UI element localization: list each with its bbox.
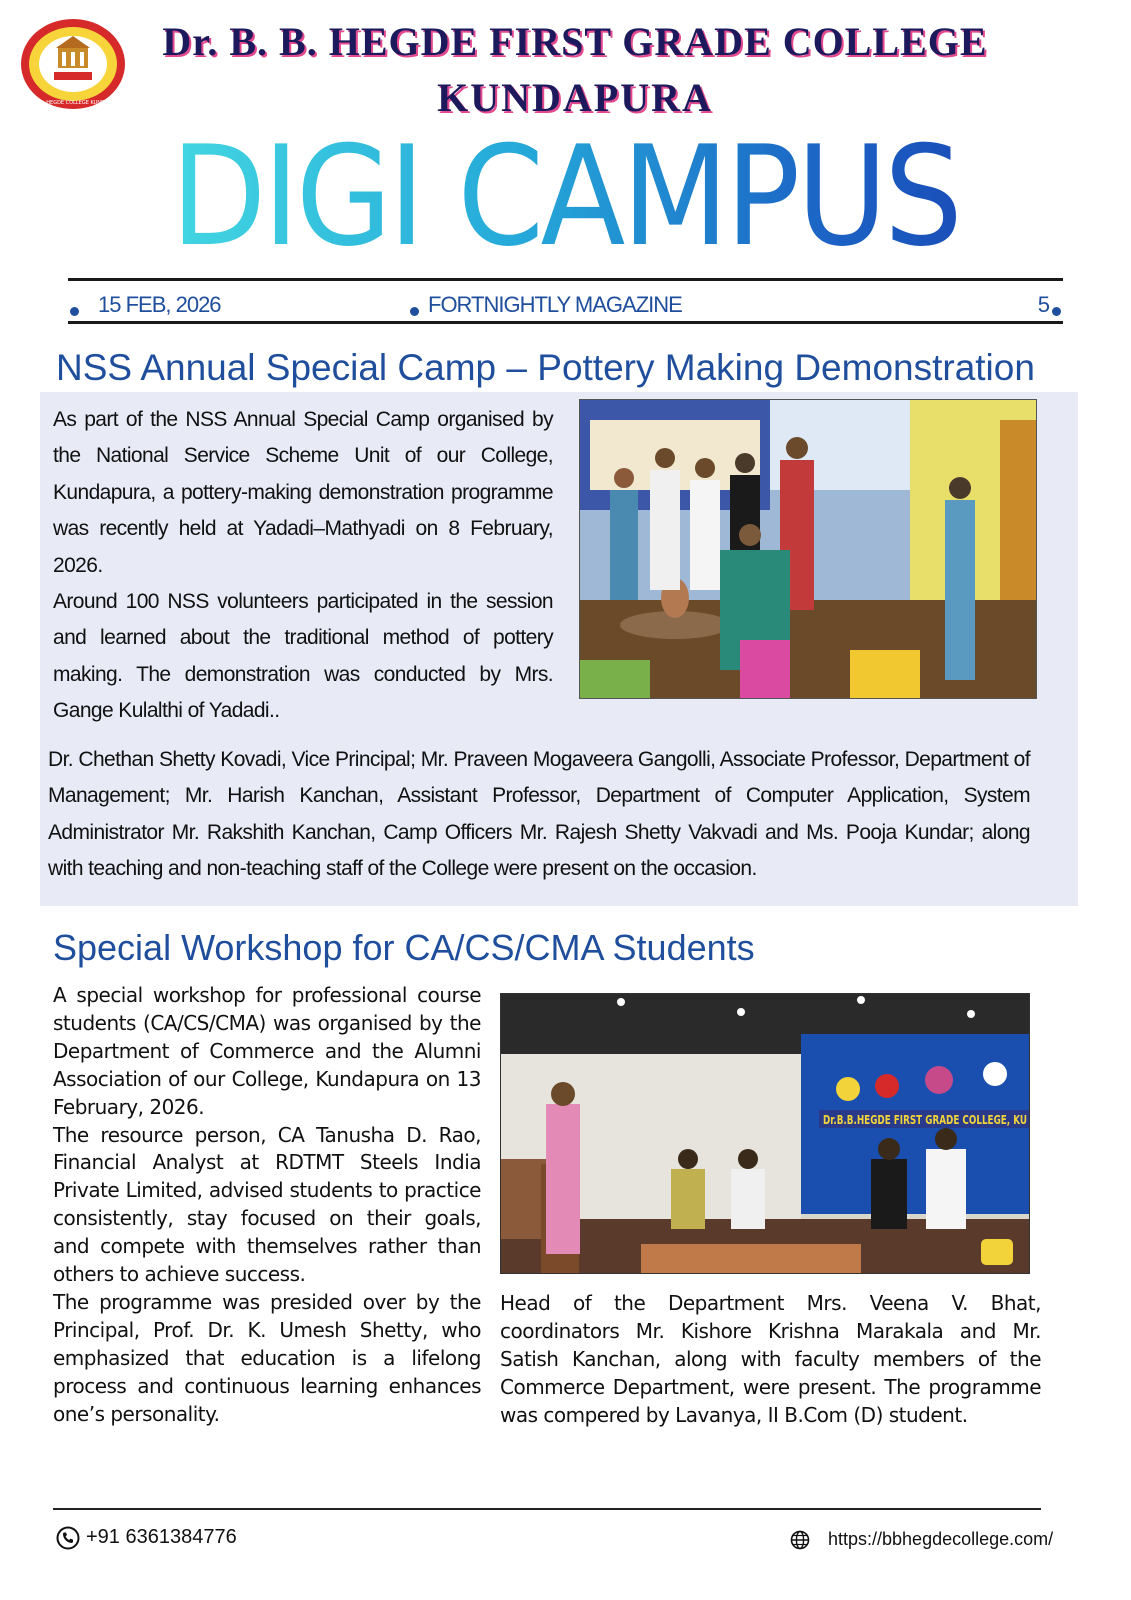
section2-text-right bbox=[500, 1290, 1041, 1430]
section2-para3: The programme was presided over by the Principal, Prof. Dr. K. Umesh Shetty, who emphasized that education is a lifelong process and continuous learning enhances one’s personality. bbox=[53, 1289, 481, 1426]
workshop-banner-text: Dr.B.B.HEGDE FIRST GRADE COLLEGE, KU bbox=[823, 1113, 1027, 1127]
globe-icon bbox=[790, 1530, 810, 1550]
info-bar bbox=[68, 292, 1063, 322]
phone-number: +91 6361384776 bbox=[86, 1526, 237, 1548]
footer-rule bbox=[53, 1508, 1041, 1510]
footer-website[interactable] bbox=[790, 1526, 1053, 1552]
website-url[interactable]: https://bbhegdecollege.com/ bbox=[828, 1529, 1054, 1549]
phone-icon bbox=[56, 1526, 80, 1550]
logo-text: Dr. B. B. HEGDE COLLEGE KUNDAPURA bbox=[24, 100, 122, 106]
section1-attendees: Dr. Chethan Shetty Kovadi, Vice Principal; Mr. Praveen Mogaveera Gangolli, Associate Professor, Department of Management; Mr. Harish Kanchan, Assistant Professor, Department of Computer Application, System Administrator Mr. Rakshith Kanchan, Camp Officers Mr. Rajesh Shetty Vakvadi and Ms. Pooja Kundar; along with teaching and non-teaching staff of the College were present on the occasion. bbox=[48, 748, 1030, 881]
college-logo bbox=[20, 18, 126, 110]
section2-para1: A special workshop for professional course students (CA/CS/CMA) was organised by the Department of Commerce and the Alumni Association of our College, Kundapura on 13 February, 2026. bbox=[53, 983, 481, 1119]
date-bullet bbox=[70, 297, 79, 323]
college-name: Dr. B. B. HEGDE FIRST GRADE COLLEGE bbox=[162, 19, 988, 64]
section2-para4: Head of the Department Mrs. Veena V. Bhat, coordinators Mr. Kishore Krishna Marakala and Mr. Satish Kanchan, along with faculty members of the Commerce Department, were present. The programme was compered by Lavanya, II B.Com (D) student. bbox=[500, 1291, 1041, 1427]
section2-para2: The resource person, CA Tanusha D. Rao, Financial Analyst at RDTMT Steels India Private Limited, advised students to practice consistently, stay focused on their goals, and compete with themselves rather than others to achieve success. bbox=[53, 1122, 481, 1287]
page-number: 5 bbox=[1037, 292, 1049, 317]
top-rule bbox=[68, 278, 1063, 281]
issue-date: 15 FEB, 2026 bbox=[98, 292, 221, 317]
section1-text bbox=[53, 402, 553, 730]
section1-title: NSS Annual Special Camp – Pottery Making Demonstration bbox=[56, 347, 1035, 388]
type-bullet bbox=[410, 297, 419, 323]
college-place: KUNDAPURA bbox=[437, 75, 713, 120]
page-bullet bbox=[1052, 297, 1061, 323]
pottery-photo bbox=[579, 399, 1037, 699]
workshop-photo bbox=[500, 993, 1030, 1274]
section1-para1: As part of the NSS Annual Special Camp organised by the National Service Scheme Unit of our College, Kundapura, a pottery-making demonstration programme was recently held at Yadadi–Mathyadi on 8 February, 2026. bbox=[53, 408, 553, 577]
section1-para2: Around 100 NSS volunteers participated in the session and learned about the traditional method of pottery making. The demonstration was conducted by Mrs. Gange Kulalthi of Yadadi.. bbox=[53, 590, 553, 723]
magazine-type: FORTNIGHTLY MAGAZINE bbox=[428, 292, 682, 317]
bottom-rule bbox=[68, 321, 1063, 324]
section2-title: Special Workshop for CA/CS/CMA Students bbox=[53, 927, 755, 968]
section2-text-left bbox=[53, 982, 481, 1429]
magazine-title: DIGI CAMPUS bbox=[111, 122, 1020, 272]
footer-phone bbox=[56, 1524, 237, 1550]
